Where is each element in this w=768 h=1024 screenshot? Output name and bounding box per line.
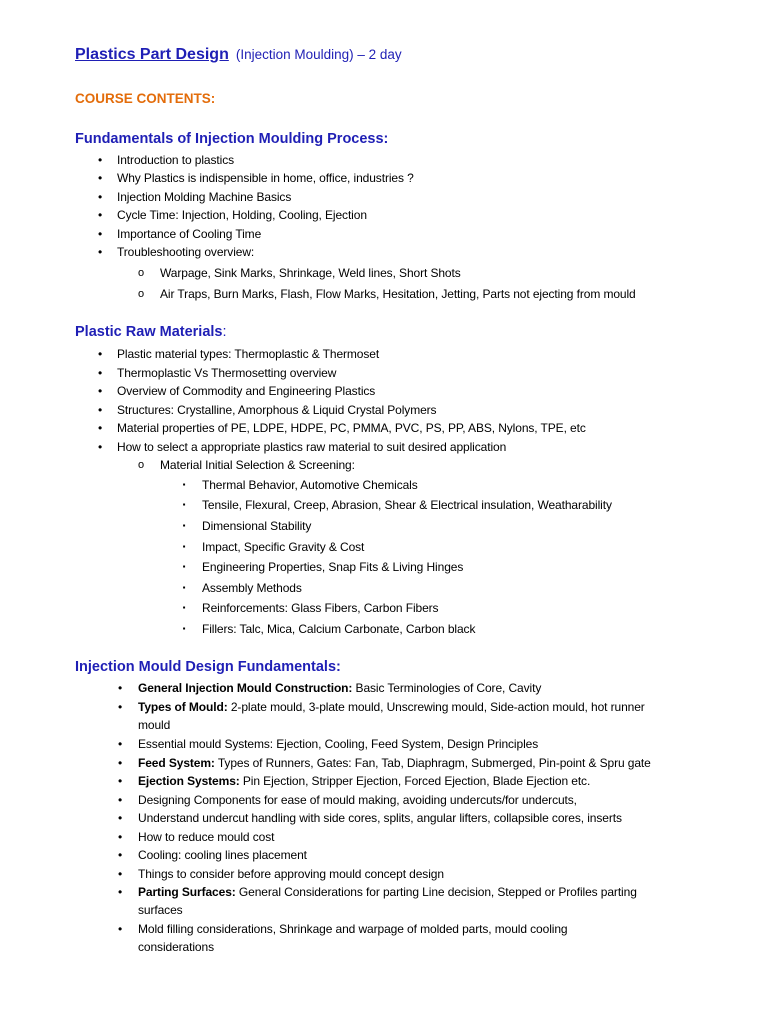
square-bullet-icon: ▪ xyxy=(182,542,186,551)
bullet-icon: • xyxy=(97,208,103,222)
list-item-text: Overview of Commodity and Engineering Plastics xyxy=(117,384,376,398)
bullet-icon: • xyxy=(117,848,123,862)
square-bullet-icon: ▪ xyxy=(182,521,186,530)
list-item-text: Parting Surfaces: General Considerations for parting Line decision, Stepped or Profiles parting surfaces xyxy=(138,885,637,917)
list-item-text: Essential mould Systems: Ejection, Cooling, Feed System, Design Principles xyxy=(138,737,539,751)
title-line xyxy=(75,46,402,64)
list-item-text: Feed System: Types of Runners, Gates: Fan, Tab, Diaphragm, Submerged, Pin-point & Spru gate xyxy=(138,756,651,770)
list-item-text: General Injection Mould Construction: Basic Terminologies of Core, Cavity xyxy=(138,681,542,695)
bullet-icon: • xyxy=(117,700,123,714)
circle-bullet-icon: o xyxy=(137,288,145,300)
bullet-icon: • xyxy=(117,811,123,825)
bullet-icon: • xyxy=(117,830,123,844)
sub-sub-list-item-text: Thermal Behavior, Automotive Chemicals xyxy=(202,478,418,492)
bullet-icon: • xyxy=(97,227,103,241)
bullet-icon: • xyxy=(117,681,123,695)
sub-sub-list-item-text: Fillers: Talc, Mica, Calcium Carbonate, Carbon black xyxy=(202,622,476,636)
list-item-text: Understand undercut handling with side cores, splits, angular lifters, collapsible cores, inserts xyxy=(138,811,622,825)
sub-list-item-text: Warpage, Sink Marks, Shrinkage, Weld lines, Short Shots xyxy=(160,266,461,280)
list-item-text: Injection Molding Machine Basics xyxy=(117,190,292,204)
list-item-text: Thermoplastic Vs Thermosetting overview xyxy=(117,366,337,380)
list-item-text: Designing Components for ease of mould making, avoiding undercuts/for undercuts, xyxy=(138,793,577,807)
square-bullet-icon: ▪ xyxy=(182,603,186,612)
square-bullet-icon: ▪ xyxy=(182,480,186,489)
bullet-icon: • xyxy=(97,421,103,435)
bullet-icon: • xyxy=(117,793,123,807)
bullet-icon: • xyxy=(117,774,123,788)
sub-list-item-text: Air Traps, Burn Marks, Flash, Flow Marks, Hesitation, Jetting, Parts not ejecting from mould xyxy=(160,287,636,301)
square-bullet-icon: ▪ xyxy=(182,583,186,592)
page-subtitle: (Injection Moulding) – 2 day xyxy=(235,47,402,62)
bullet-icon: • xyxy=(117,756,123,770)
list-item-text: Types of Mould: 2-plate mould, 3-plate mould, Unscrewing mould, Side-action mould, hot runner mould xyxy=(138,700,645,732)
square-bullet-icon: ▪ xyxy=(182,624,186,633)
section-title-fundamentals: Fundamentals of Injection Moulding Process: xyxy=(75,131,389,147)
list-item-text: Plastic material types: Thermoplastic & Thermoset xyxy=(117,347,380,361)
list-item-text: Importance of Cooling Time xyxy=(117,227,262,241)
square-bullet-icon: ▪ xyxy=(182,562,186,571)
bullet-icon: • xyxy=(97,171,103,185)
page-title: Plastics Part Design xyxy=(75,46,229,63)
bullet-icon: • xyxy=(117,867,123,881)
sub-sub-list-item-text: Impact, Specific Gravity & Cost xyxy=(202,540,365,554)
sub-sub-list-item-text: Tensile, Flexural, Creep, Abrasion, Shear & Electrical insulation, Weatharability xyxy=(202,498,612,512)
list-item-text: Ejection Systems: Pin Ejection, Stripper Ejection, Forced Ejection, Blade Ejection etc. xyxy=(138,774,591,788)
bullet-icon: • xyxy=(97,190,103,204)
list-item-text: Material properties of PE, LDPE, HDPE, PC, PMMA, PVC, PS, PP, ABS, Nylons, TPE, etc xyxy=(117,421,586,435)
sub-sub-list-item-text: Engineering Properties, Snap Fits & Living Hinges xyxy=(202,560,464,574)
list-item-text: How to reduce mould cost xyxy=(138,830,275,844)
list-item-text: Things to consider before approving mould concept design xyxy=(138,867,444,881)
list-item-text: Why Plastics is indispensible in home, office, industries ? xyxy=(117,171,414,185)
bullet-icon: • xyxy=(97,440,103,454)
bullet-icon: • xyxy=(97,403,103,417)
sub-sub-list-item-text: Assembly Methods xyxy=(202,581,302,595)
list-item-text: Mold filling considerations, Shrinkage and warpage of molded parts, mould cooling considerations xyxy=(138,922,568,954)
course-contents-heading: COURSE CONTENTS: xyxy=(75,91,216,106)
section-title-mould-design: Injection Mould Design Fundamentals: xyxy=(75,659,341,675)
circle-bullet-icon: o xyxy=(137,459,145,471)
list-item-text: Structures: Crystalline, Amorphous & Liquid Crystal Polymers xyxy=(117,403,437,417)
bullet-icon: • xyxy=(97,347,103,361)
bullet-icon: • xyxy=(97,153,103,167)
bullet-icon: • xyxy=(97,366,103,380)
list-item-text: Cycle Time: Injection, Holding, Cooling, Ejection xyxy=(117,208,367,222)
square-bullet-icon: ▪ xyxy=(182,500,186,509)
bullet-icon: • xyxy=(117,737,123,751)
bullet-icon: • xyxy=(97,245,103,259)
sub-sub-list-item-text: Reinforcements: Glass Fibers, Carbon Fibers xyxy=(202,601,439,615)
list-item-text: Cooling: cooling lines placement xyxy=(138,848,307,862)
circle-bullet-icon: o xyxy=(137,267,145,279)
bullet-icon: • xyxy=(117,922,123,936)
list-item-text: Introduction to plastics xyxy=(117,153,234,167)
sub-sub-list-item-text: Dimensional Stability xyxy=(202,519,312,533)
sub-list-item-text: Material Initial Selection & Screening: xyxy=(160,458,355,472)
list-item-text: Troubleshooting overview: xyxy=(117,245,255,259)
bullet-icon: • xyxy=(117,885,123,899)
list-item-text: How to select a appropriate plastics raw material to suit desired application xyxy=(117,440,507,454)
bullet-icon: • xyxy=(97,384,103,398)
section-title-raw-materials: Plastic Raw Materials: xyxy=(75,324,227,340)
